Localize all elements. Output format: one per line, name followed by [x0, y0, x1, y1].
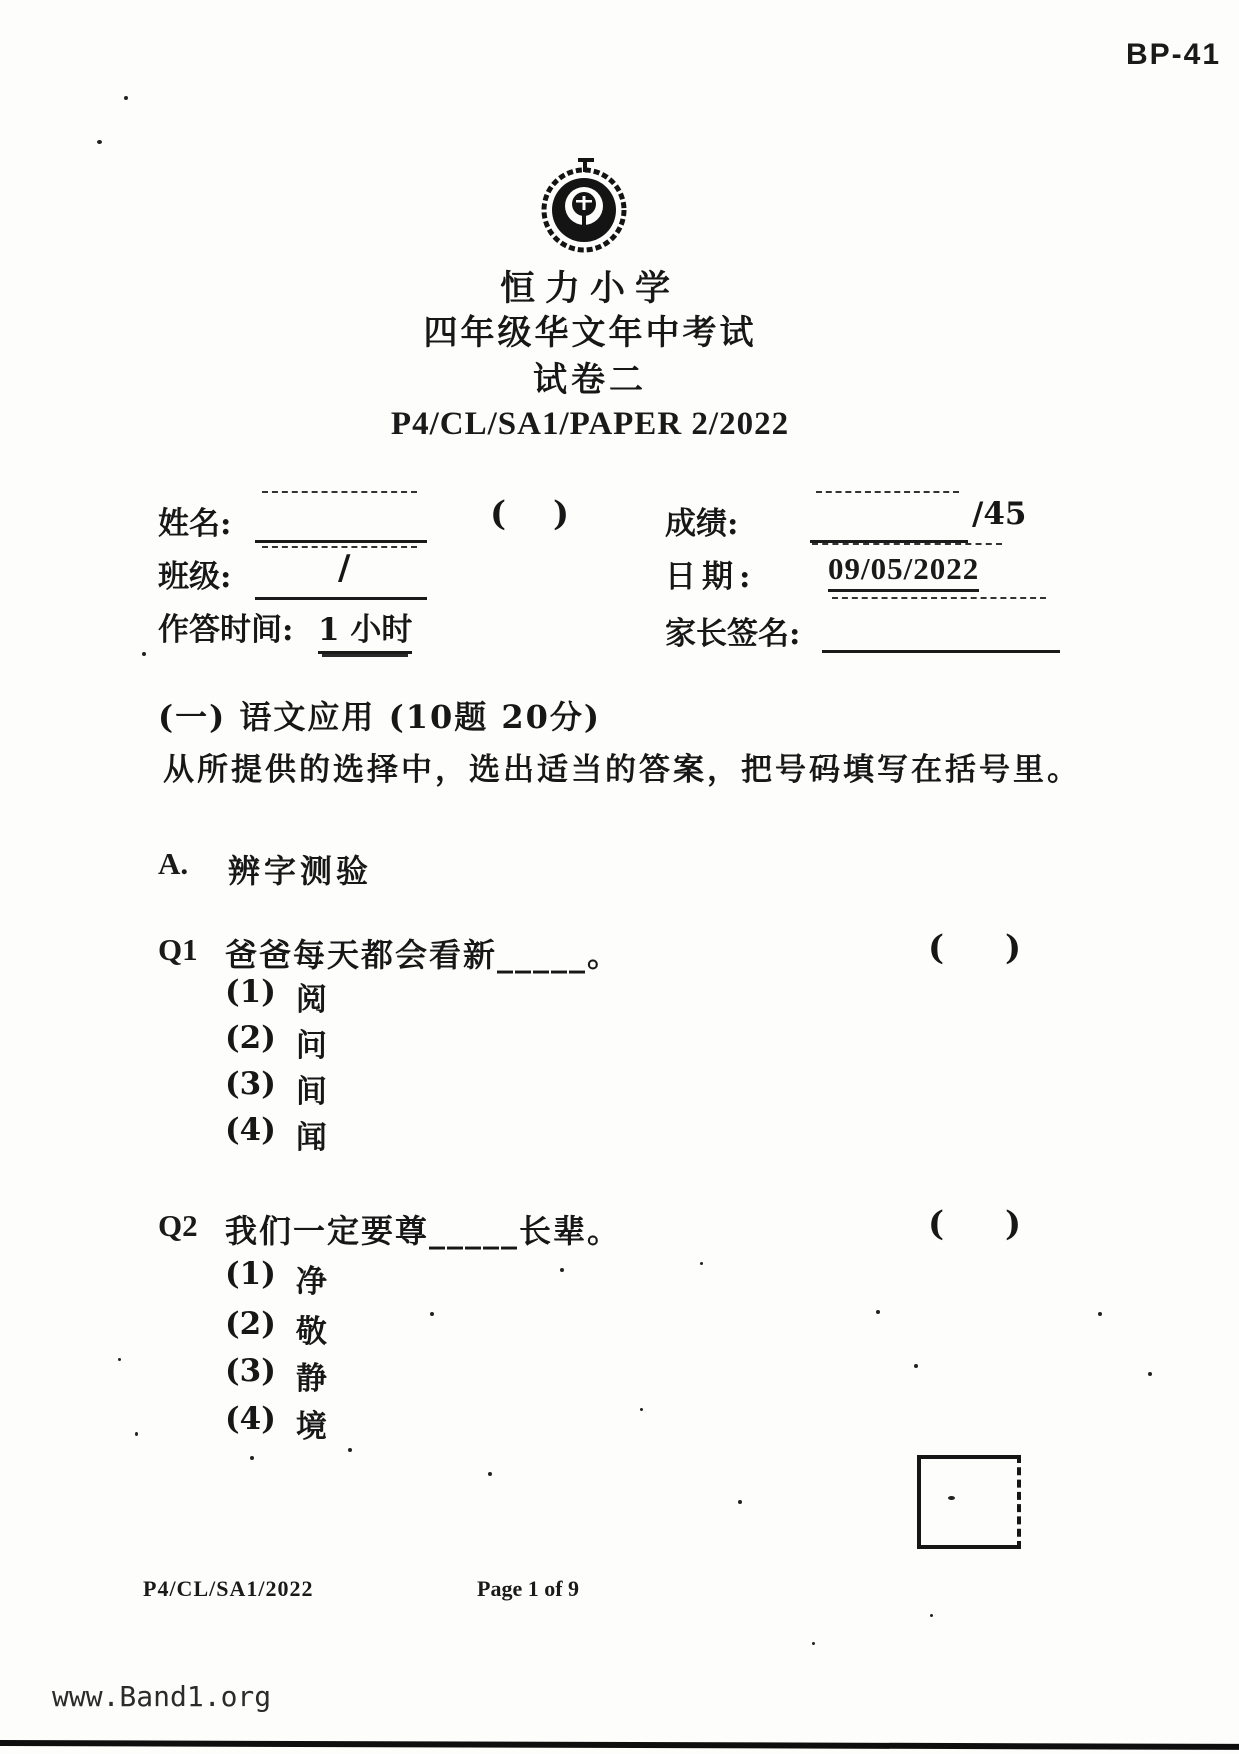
q2-option-4 [225, 1401, 327, 1446]
q1-option-4 [225, 1112, 327, 1157]
watermark-url: www.Band1.org [52, 1680, 272, 1713]
q1-answer-paren-close: ) [1005, 928, 1022, 968]
q2-option-3-num: (3) [225, 1353, 276, 1389]
paper-code: P4/CL/SA1/PAPER 2/2022 [390, 406, 790, 442]
score-blank-line [810, 500, 968, 543]
name-blank-line [255, 500, 427, 543]
date-value: 09/05/2022 [828, 551, 979, 592]
q2-option-4-text: 境 [295, 1409, 327, 1445]
time-label: 作答时间: [158, 612, 294, 648]
q1-option-1-text: 阅 [295, 982, 327, 1018]
q1-option-3-num: (3) [225, 1066, 276, 1102]
part-a-title: 辨字测验 [228, 852, 373, 890]
q1-option-4-num: (4) [225, 1112, 276, 1148]
class-label: 班级: [158, 559, 232, 595]
footer-doc-code: P4/CL/SA1/2022 [143, 1576, 314, 1601]
q1-option-3-text: 间 [295, 1074, 327, 1110]
parent-sign-label: 家长签名: [665, 616, 801, 652]
q1-option-1 [225, 974, 327, 1019]
section-heading: (一) 语文应用 (10题 20分) [158, 698, 602, 736]
q1-number: Q1 [158, 932, 198, 967]
corner-label: BP-41 [1126, 38, 1222, 71]
q1-option-2-num: (2) [225, 1020, 276, 1056]
scan-edge-line [0, 1740, 1239, 1750]
q1-option-3 [225, 1066, 327, 1111]
q2-number: Q2 [158, 1208, 198, 1243]
q1-answer-paren-open: ( [928, 928, 945, 968]
q2-option-4-num: (4) [225, 1401, 276, 1437]
paper-title: 试卷二 [533, 360, 647, 400]
q1-option-2 [225, 1020, 327, 1065]
name-paren-open: ( [490, 494, 507, 534]
marking-box [917, 1455, 1021, 1549]
parent-sign-blank-line [822, 606, 1060, 653]
score-label: 成绩: [665, 506, 739, 542]
q1-option-2-text: 问 [295, 1028, 327, 1064]
q2-answer-paren-open: ( [928, 1204, 945, 1244]
name-label: 姓名: [158, 506, 232, 542]
section-instruction: 从所提供的选择中，选出适当的答案，把号码填写在括号里。 [163, 752, 1081, 788]
school-name: 恒力小学 [499, 268, 680, 309]
q2-option-1-num: (1) [225, 1256, 276, 1292]
class-blank-line [255, 555, 427, 600]
q2-text: 我们一定要尊_____长辈。 [225, 1212, 622, 1250]
score-value: /45 [972, 496, 1027, 532]
date-dashed-artifact [812, 543, 1002, 545]
q2-option-3 [225, 1353, 327, 1398]
exam-title: 四年级华文年中考试 [423, 313, 757, 353]
q2-option-2-num: (2) [225, 1306, 276, 1342]
footer-page-info: Page 1 of 9 [477, 1576, 580, 1601]
q2-option-2-text: 敬 [295, 1314, 327, 1350]
class-slash: / [338, 548, 351, 588]
q1-text: 爸爸每天都会看新_____。 [225, 936, 622, 974]
q2-option-1 [225, 1256, 327, 1301]
q2-answer-paren-close: ) [1005, 1204, 1022, 1244]
q2-option-1-text: 净 [295, 1264, 327, 1300]
q2-option-3-text: 静 [295, 1361, 327, 1397]
part-a-label: A. [158, 846, 189, 881]
q1-option-4-text: 闻 [295, 1120, 327, 1156]
q2-option-2 [225, 1306, 327, 1351]
date-label: 日期: [665, 559, 757, 595]
school-seal-icon [540, 158, 628, 258]
q1-option-1-num: (1) [225, 974, 276, 1010]
time-value: 1 小时 [318, 604, 412, 654]
name-paren-close: ) [553, 494, 570, 534]
